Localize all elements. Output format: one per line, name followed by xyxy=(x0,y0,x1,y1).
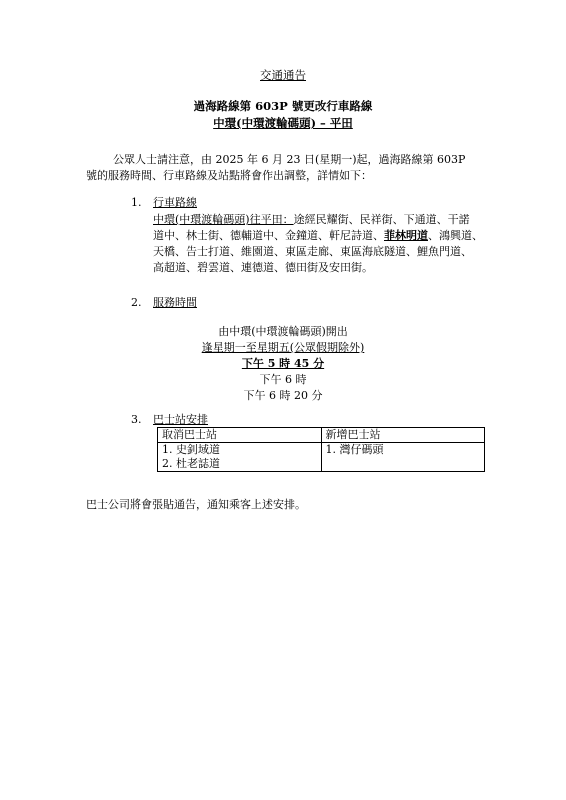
notice-title-line2: 中環(中環渡輪碼頭) – 平田 xyxy=(213,116,353,130)
service-time-3: 下午 6 時 20 分 xyxy=(243,389,323,402)
header-new-stops: 新增巴士站 xyxy=(321,428,485,443)
table-row xyxy=(158,457,485,472)
route-line1 xyxy=(153,212,470,227)
section1-number: 1. xyxy=(131,196,142,209)
header-cancel-stops: 取消巴士站 xyxy=(158,428,322,443)
footer-note: 巴士公司將會張貼通告，通知乘客上述安排。 xyxy=(86,498,306,511)
route-line2-end: 、鴻興道、 xyxy=(428,229,483,242)
service-days: 逢星期一至星期五(公眾假期除外) xyxy=(201,341,365,354)
table-header-row xyxy=(158,428,485,443)
table-row xyxy=(158,443,485,458)
route-highlight-street: 菲林明道 xyxy=(384,229,428,242)
section1-title: 行車路線 xyxy=(153,196,197,209)
section3-title: 巴士站安排 xyxy=(153,413,208,426)
service-time-2: 下午 6 時 xyxy=(259,373,307,386)
notice-title-line1: 過海路線第 603P 號更改行車路線 xyxy=(193,99,373,113)
section3-number: 3. xyxy=(131,413,142,426)
section2-title: 服務時間 xyxy=(153,296,197,309)
notice-heading: 交通通告 xyxy=(260,68,306,82)
route-line2-start: 道中、林士街、德輔道中、金鐘道、軒尼詩道、 xyxy=(153,229,384,242)
route-line2 xyxy=(153,228,483,243)
intro-line1: 公眾人士請注意，由 2025 年 6 月 23 日(星期一)起，過海路線第 603P xyxy=(113,153,466,166)
service-time-1: 下午 5 時 45 分 xyxy=(241,357,325,370)
route-origin: 中環(中環渡輪碼頭)往平田： xyxy=(153,213,294,226)
new-stop-empty xyxy=(321,457,485,472)
route-line4: 高超道、碧雲道、連德道、德田街及安田街。 xyxy=(153,261,373,274)
route-line1-rest: 途經民耀街、民祥街、下通道、干諾 xyxy=(293,213,470,226)
route-line3: 天橋、告士打道、維園道、東區走廊、東區海底隧道、鯉魚門道、 xyxy=(153,245,472,258)
service-origin: 由中環(中環渡輪碼頭)開出 xyxy=(218,325,348,338)
new-stop-1: 1. 灣仔碼頭 xyxy=(321,443,485,458)
bus-stop-table xyxy=(157,427,485,472)
intro-line2: 號的服務時間、行車路線及站點將會作出調整，詳情如下： xyxy=(86,169,372,182)
cancel-stop-2: 2. 杜老誌道 xyxy=(158,457,322,472)
section2-number: 2. xyxy=(131,296,142,309)
cancel-stop-1: 1. 史釗域道 xyxy=(158,443,322,458)
